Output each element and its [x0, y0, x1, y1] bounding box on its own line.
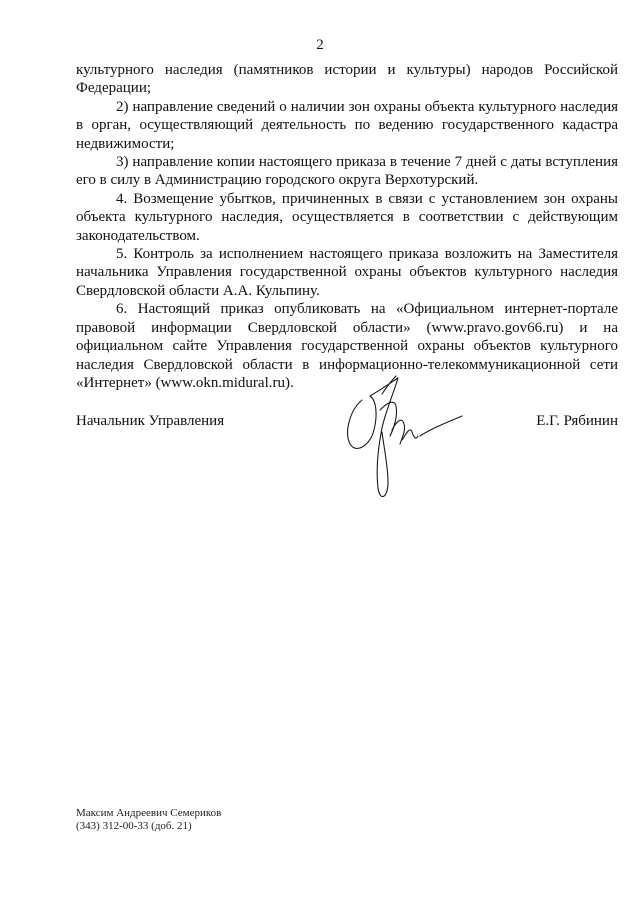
paragraph-compensation: 4. Возмещение убытков, причиненных в связи с установлением зон охраны объекта культурного наследия, осуществляется в соответствии с действующим законодательством.: [76, 190, 618, 244]
signer-position: Начальник Управления: [76, 413, 225, 429]
paragraph-cadastre: 2) направление сведений о наличии зон охраны объекта культурного наследия в орган, осуществляющий деятельность по ведению государственного кадастра недвижимости;: [76, 98, 618, 152]
document-body: [76, 61, 618, 392]
paragraph-publication: 6. Настоящий приказ опубликовать на «Официальном интернет-портале правовой информации Свердловской области» (www.pravo.gov66.ru) и на официальном сайте Управления государственной охраны объектов культурного наследия Свердловской области в информационно-телекоммуникационной сети «Интернет» (www.okn.midural.ru).: [76, 301, 618, 391]
handwritten-signature: [340, 370, 480, 510]
paragraph-copy-administration: 3) направление копии настоящего приказа в течение 7 дней с даты вступления его в силу в Администрацию городского округа Верхотурский.: [76, 154, 618, 189]
signer-name: Е.Г. Рябинин: [536, 413, 618, 429]
paragraph-heritage-continuation: культурного наследия (памятников истории и культуры) народов Российской Федерации;: [76, 62, 618, 97]
paragraph-control: 5. Контроль за исполнением настоящего приказа возложить на Заместителя начальника Управления государственной охраны объектов культурного наследия Свердловской области А.А. Кульпину.: [76, 246, 618, 299]
executor-phone: (343) 312-00-33 (доб. 21): [76, 820, 192, 832]
executor-footer: [76, 807, 221, 833]
page-number: 2: [316, 37, 324, 53]
executor-name: Максим Андреевич Семериков: [76, 807, 222, 819]
